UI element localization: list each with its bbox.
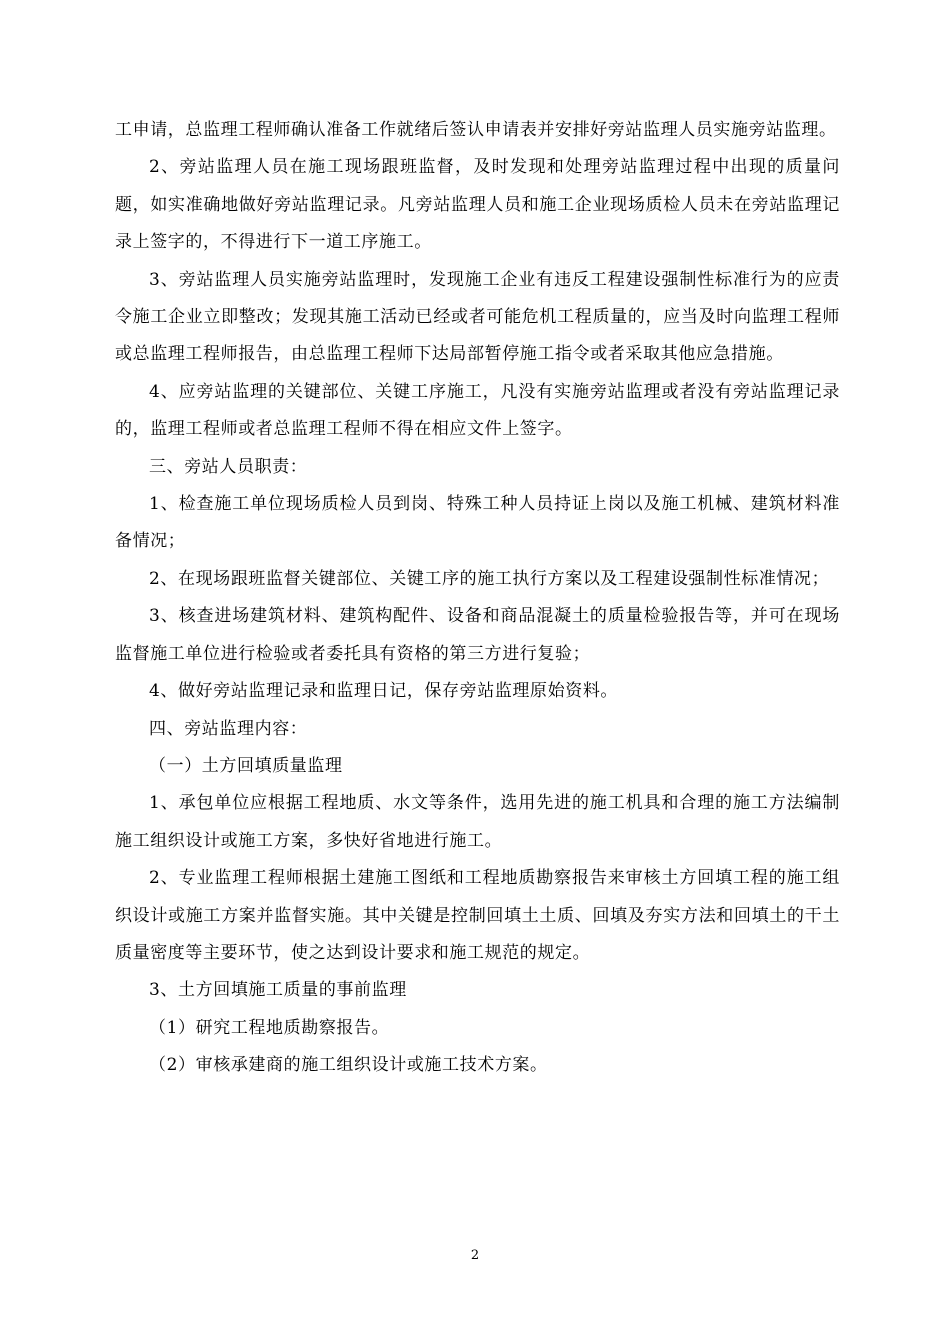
- content-item-3: 3、土方回填施工质量的事前监理: [149, 980, 407, 1001]
- duty-item-4: 4、做好旁站监理记录和监理日记，保存旁站监理原始资料。: [149, 681, 619, 702]
- section-heading-content: 四、旁站监理内容：: [149, 718, 308, 739]
- section-heading-duties: 三、旁站人员职责：: [149, 456, 308, 477]
- subsection-heading-backfill: （一）土方回填质量监理: [149, 755, 343, 776]
- paragraph-item-4: 4、应旁站监理的关键部位、关键工序施工，凡没有实施旁站监理或者没有旁站监理记录的，监理工程师或者总监理工程师不得在相应文件上签字。: [115, 381, 840, 440]
- body-text: [115, 112, 840, 1085]
- sub-item-1: （1）研究工程地质勘察报告。: [149, 1017, 390, 1038]
- duty-item-2: 2、在现场跟班监督关键部位、关键工序的施工执行方案以及工程建设强制性标准情况；: [149, 568, 830, 589]
- paragraph-item-3: 3、旁站监理人员实施旁站监理时，发现施工企业有违反工程建设强制性标准行为的应责令施工企业立即整改；发现其施工活动已经或者可能危机工程质量的，应当及时向监理工程师或总监理工程师报告，由总监理工程师下达局部暂停施工指令或者采取其他应急措施。: [115, 269, 840, 365]
- paragraph-item-2: 2、旁站监理人员在施工现场跟班监督，及时发现和处理旁站监理过程中出现的质量问题，如实准确地做好旁站监理记录。凡旁站监理人员和施工企业现场质检人员未在旁站监理记录上签字的，不得进行下一道工序施工。: [115, 157, 840, 253]
- content-item-1: 1、承包单位应根据工程地质、水文等条件，选用先进的施工机具和合理的施工方法编制施工组织设计或施工方案，多快好省地进行施工。: [115, 793, 840, 851]
- duty-item-3: 3、核查进场建筑材料、建筑构配件、设备和商品混凝土的质量检验报告等，并可在现场监督施工单位进行检验或者委托具有资格的第三方进行复验；: [115, 606, 840, 664]
- page-number: 2: [470, 1248, 480, 1263]
- duty-item-1: 1、检查施工单位现场质检人员到岗、特殊工种人员持证上岗以及施工机械、建筑材料准备情况；: [115, 494, 840, 552]
- sub-item-2: （2）审核承建商的施工组织设计或施工技术方案。: [149, 1055, 548, 1076]
- content-item-2: 2、专业监理工程师根据土建施工图纸和工程地质勘察报告来审核土方回填工程的施工组织设计或施工方案并监督实施。其中关键是控制回填土土质、回填及夯实方法和回填土的干土质量密度等主要环节，使之达到设计要求和施工规范的规定。: [115, 868, 840, 963]
- paragraph-continuation: 工申请，总监理工程师确认准备工作就绪后签认申请表并安排好旁站监理人员实施旁站监理。: [115, 120, 837, 140]
